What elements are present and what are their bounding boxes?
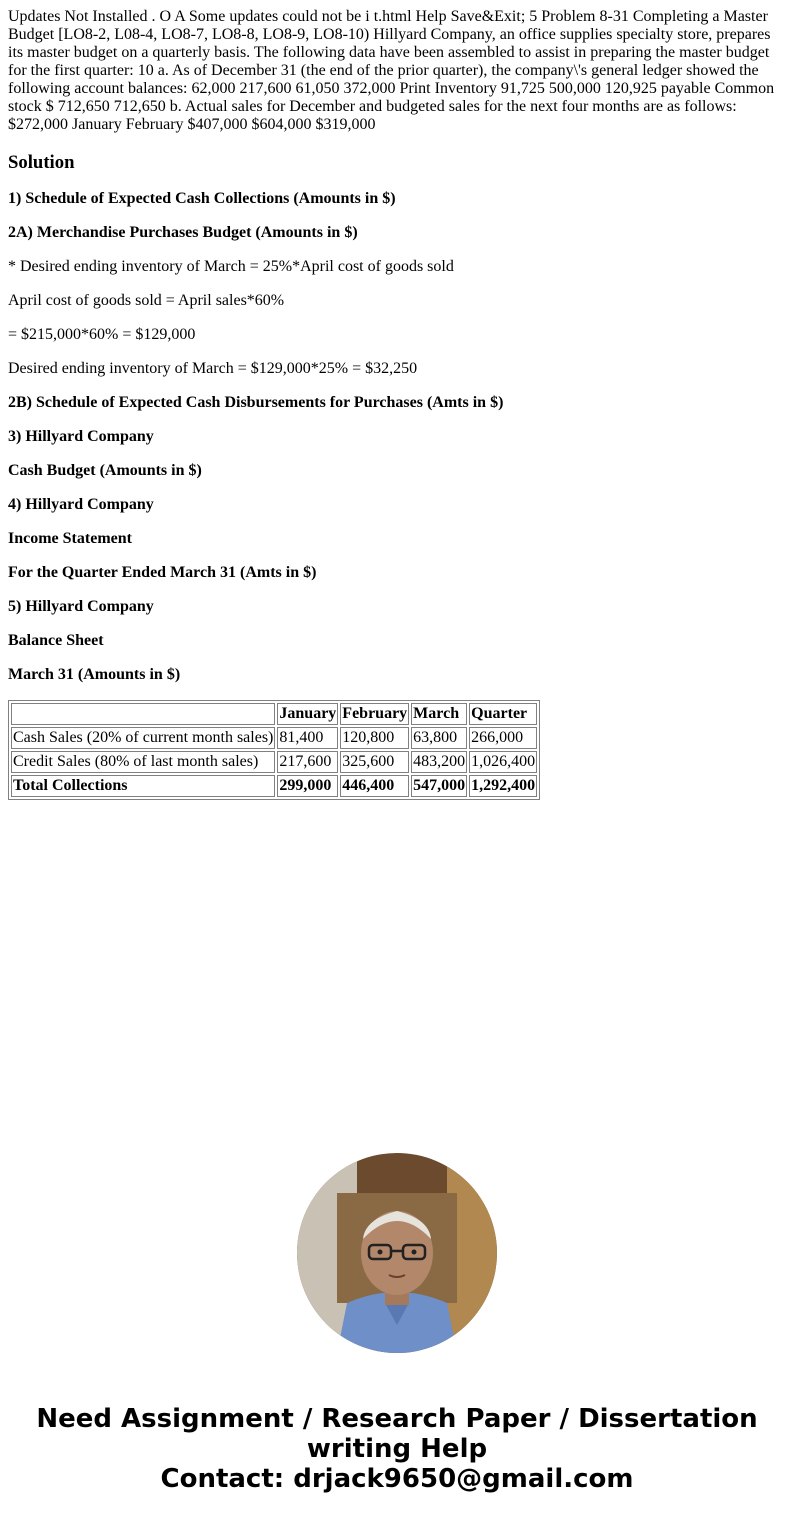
table-header-row bbox=[11, 703, 537, 725]
solution-heading: Solution bbox=[8, 152, 75, 173]
avatar-photo bbox=[297, 1153, 497, 1353]
table-row bbox=[11, 727, 537, 749]
solution-line: April cost of goods sold = April sales*60% bbox=[8, 292, 285, 309]
solution-line: March 31 (Amounts in $) bbox=[8, 666, 181, 683]
solution-line: Desired ending inventory of March = $129,000*25% = $32,250 bbox=[8, 360, 418, 377]
solution-line: 2B) Schedule of Expected Cash Disbursements for Purchases (Amts in $) bbox=[8, 394, 504, 411]
table-row-label: Total Collections bbox=[11, 775, 275, 797]
table-column-header: Quarter bbox=[469, 703, 537, 725]
solution-line: * Desired ending inventory of March = 25%*April cost of goods sold bbox=[8, 258, 454, 275]
table-column-header: February bbox=[340, 703, 409, 725]
table-row bbox=[11, 775, 537, 797]
table-corner-cell bbox=[11, 703, 275, 725]
table-cell: 483,200 bbox=[411, 751, 467, 773]
solution-line: 5) Hillyard Company bbox=[8, 598, 154, 615]
table-row-label: Cash Sales (20% of current month sales) bbox=[11, 727, 275, 749]
table-cell: 446,400 bbox=[340, 775, 409, 797]
solution-line: For the Quarter Ended March 31 (Amts in $) bbox=[8, 564, 317, 581]
solution-line: Cash Budget (Amounts in $) bbox=[8, 462, 202, 479]
table-cell: 120,800 bbox=[340, 727, 409, 749]
promo-contact: Contact: drjack9650@gmail.com bbox=[160, 1464, 634, 1494]
solution-line: Income Statement bbox=[8, 530, 132, 547]
table-cell: 1,292,400 bbox=[469, 775, 537, 797]
cash-collections-table bbox=[8, 700, 540, 800]
table-row-label: Credit Sales (80% of last month sales) bbox=[11, 751, 275, 773]
author-avatar bbox=[297, 1153, 497, 1353]
solution-line: = $215,000*60% = $129,000 bbox=[8, 326, 196, 343]
solution-line: 3) Hillyard Company bbox=[8, 428, 154, 445]
promo-line-2: writing Help bbox=[306, 1434, 488, 1464]
table-body bbox=[11, 727, 537, 797]
solution-lines bbox=[8, 190, 786, 684]
table-cell: 63,800 bbox=[411, 727, 467, 749]
solution-line: 4) Hillyard Company bbox=[8, 496, 154, 513]
table-cell: 547,000 bbox=[411, 775, 467, 797]
solution-line: Balance Sheet bbox=[8, 632, 104, 649]
table-cell: 266,000 bbox=[469, 727, 537, 749]
promo-line-1: Need Assignment / Research Paper / Dissertation bbox=[36, 1404, 758, 1434]
table-cell: 217,600 bbox=[277, 751, 338, 773]
solution-line: 1) Schedule of Expected Cash Collections (Amounts in $) bbox=[8, 190, 396, 207]
table-row bbox=[11, 751, 537, 773]
table-cell: 81,400 bbox=[277, 727, 338, 749]
table-cell: 325,600 bbox=[340, 751, 409, 773]
question-text: Updates Not Installed . O A Some updates could not be i t.html Help Save&Exit; 5 Problem 8-31 Completing a Master Budget [LO8-2, L08-4, LO8-7, LO8-8, LO8-9, LO8-10) Hillyard Company, an office supplies specialty store, prepares its master budget on a quarterly basis. The following data have been assembled to assist in preparing the master budget for the first quarter: 10 a. As of December 31 (the end of the prior quarter), the company\'s general ledger showed the following account balances: 62,000 217,600 61,050 372,000 Print Inventory 91,725 500,000 120,925 payable Common stock $ 712,650 712,650 b. Actual sales for December and budgeted sales for the next four months are as follows: $272,000 January February $407,000 $604,000 $319,000 bbox=[8, 8, 775, 133]
solution-line: 2A) Merchandise Purchases Budget (Amounts in $) bbox=[8, 224, 358, 241]
table-column-header: January bbox=[277, 703, 338, 725]
table-column-header: March bbox=[411, 703, 467, 725]
table-cell: 1,026,400 bbox=[469, 751, 537, 773]
promo-banner bbox=[0, 1404, 794, 1494]
table-cell: 299,000 bbox=[277, 775, 338, 797]
